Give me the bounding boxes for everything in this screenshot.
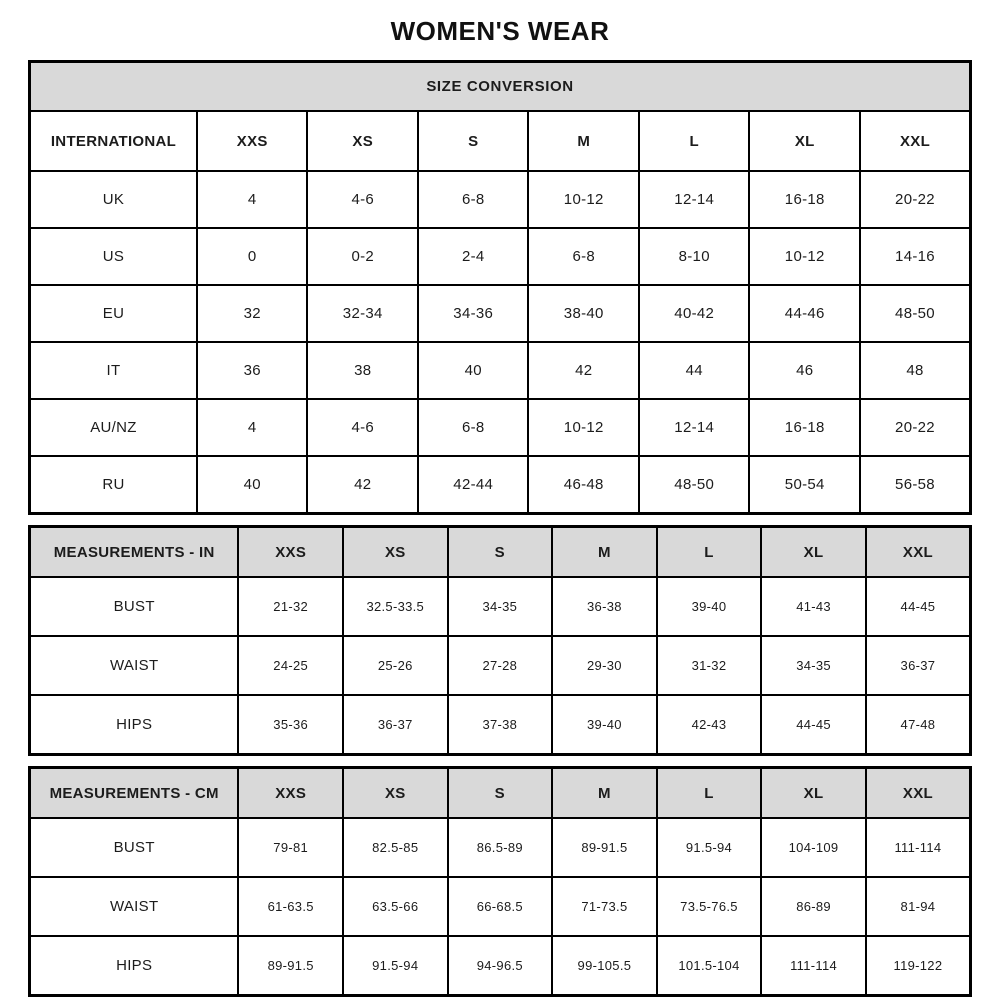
row-label: EU (30, 285, 197, 342)
column-header: XXS (197, 111, 308, 171)
value-cell: 34-35 (448, 577, 553, 636)
value-cell: 111-114 (866, 818, 971, 877)
table-row (30, 228, 971, 285)
value-cell: 86-89 (761, 877, 866, 936)
column-header: XS (307, 111, 418, 171)
value-cell: 6-8 (418, 171, 529, 228)
value-cell: 89-91.5 (238, 936, 343, 996)
column-header: XXL (866, 527, 971, 578)
value-cell: 27-28 (448, 636, 553, 695)
table-row (30, 877, 971, 936)
value-cell: 20-22 (860, 399, 971, 456)
value-cell: 46-48 (528, 456, 639, 514)
value-cell: 32-34 (307, 285, 418, 342)
column-header: L (639, 111, 750, 171)
column-header-row (30, 768, 971, 819)
value-cell: 111-114 (761, 936, 866, 996)
value-cell: 44-45 (761, 695, 866, 755)
table-row (30, 285, 971, 342)
value-cell: 42-44 (418, 456, 529, 514)
table-row (30, 577, 971, 636)
column-header: M (528, 111, 639, 171)
value-cell: 34-35 (761, 636, 866, 695)
value-cell: 0 (197, 228, 308, 285)
column-header: MEASUREMENTS - CM (30, 768, 239, 819)
value-cell: 4-6 (307, 171, 418, 228)
value-cell: 104-109 (761, 818, 866, 877)
column-header: MEASUREMENTS - IN (30, 527, 239, 578)
value-cell: 39-40 (657, 577, 762, 636)
value-cell: 24-25 (238, 636, 343, 695)
column-header: XXS (238, 527, 343, 578)
value-cell: 31-32 (657, 636, 762, 695)
value-cell: 12-14 (639, 399, 750, 456)
value-cell: 10-12 (528, 399, 639, 456)
value-cell: 40 (197, 456, 308, 514)
column-header: S (418, 111, 529, 171)
value-cell: 66-68.5 (448, 877, 553, 936)
value-cell: 40-42 (639, 285, 750, 342)
value-cell: 38-40 (528, 285, 639, 342)
value-cell: 0-2 (307, 228, 418, 285)
value-cell: 38 (307, 342, 418, 399)
value-cell: 6-8 (418, 399, 529, 456)
value-cell: 10-12 (528, 171, 639, 228)
value-cell: 36-37 (866, 636, 971, 695)
value-cell: 71-73.5 (552, 877, 657, 936)
value-cell: 86.5-89 (448, 818, 553, 877)
value-cell: 14-16 (860, 228, 971, 285)
value-cell: 16-18 (749, 399, 860, 456)
value-cell: 79-81 (238, 818, 343, 877)
table-row (30, 399, 971, 456)
value-cell: 32 (197, 285, 308, 342)
table-row (30, 936, 971, 996)
value-cell: 16-18 (749, 171, 860, 228)
value-cell: 48-50 (639, 456, 750, 514)
value-cell: 61-63.5 (238, 877, 343, 936)
value-cell: 42-43 (657, 695, 762, 755)
column-header: S (448, 527, 553, 578)
value-cell: 63.5-66 (343, 877, 448, 936)
value-cell: 8-10 (639, 228, 750, 285)
value-cell: 73.5-76.5 (657, 877, 762, 936)
value-cell: 94-96.5 (448, 936, 553, 996)
column-header-row (30, 527, 971, 578)
value-cell: 56-58 (860, 456, 971, 514)
value-cell: 89-91.5 (552, 818, 657, 877)
value-cell: 119-122 (866, 936, 971, 996)
size-conversion-table (28, 60, 972, 515)
row-label: IT (30, 342, 197, 399)
column-header: S (448, 768, 553, 819)
table-row (30, 342, 971, 399)
value-cell: 101.5-104 (657, 936, 762, 996)
value-cell: 10-12 (749, 228, 860, 285)
value-cell: 91.5-94 (343, 936, 448, 996)
value-cell: 36-38 (552, 577, 657, 636)
column-header: XL (749, 111, 860, 171)
table-banner-row (30, 62, 971, 112)
value-cell: 34-36 (418, 285, 529, 342)
value-cell: 21-32 (238, 577, 343, 636)
value-cell: 46 (749, 342, 860, 399)
value-cell: 81-94 (866, 877, 971, 936)
column-header: XXS (238, 768, 343, 819)
value-cell: 39-40 (552, 695, 657, 755)
column-header: XS (343, 527, 448, 578)
table-banner: SIZE CONVERSION (30, 62, 971, 112)
row-label: HIPS (30, 695, 239, 755)
table-row (30, 818, 971, 877)
value-cell: 42 (307, 456, 418, 514)
value-cell: 48 (860, 342, 971, 399)
value-cell: 44-45 (866, 577, 971, 636)
value-cell: 44-46 (749, 285, 860, 342)
measurements-in-table (28, 525, 972, 756)
column-header: L (657, 768, 762, 819)
value-cell: 42 (528, 342, 639, 399)
value-cell: 4 (197, 171, 308, 228)
row-label: WAIST (30, 877, 239, 936)
column-header: M (552, 527, 657, 578)
value-cell: 6-8 (528, 228, 639, 285)
value-cell: 47-48 (866, 695, 971, 755)
column-header: XS (343, 768, 448, 819)
row-label: UK (30, 171, 197, 228)
value-cell: 44 (639, 342, 750, 399)
value-cell: 41-43 (761, 577, 866, 636)
value-cell: 37-38 (448, 695, 553, 755)
value-cell: 12-14 (639, 171, 750, 228)
column-header: L (657, 527, 762, 578)
value-cell: 99-105.5 (552, 936, 657, 996)
value-cell: 25-26 (343, 636, 448, 695)
table-row (30, 456, 971, 514)
value-cell: 36-37 (343, 695, 448, 755)
table-row (30, 695, 971, 755)
row-label: AU/NZ (30, 399, 197, 456)
value-cell: 2-4 (418, 228, 529, 285)
row-label: HIPS (30, 936, 239, 996)
column-header: XXL (866, 768, 971, 819)
value-cell: 91.5-94 (657, 818, 762, 877)
row-label: WAIST (30, 636, 239, 695)
value-cell: 4-6 (307, 399, 418, 456)
value-cell: 48-50 (860, 285, 971, 342)
value-cell: 82.5-85 (343, 818, 448, 877)
row-label: BUST (30, 818, 239, 877)
value-cell: 40 (418, 342, 529, 399)
value-cell: 50-54 (749, 456, 860, 514)
row-label: BUST (30, 577, 239, 636)
value-cell: 36 (197, 342, 308, 399)
column-header: XL (761, 768, 866, 819)
measurements-cm-table (28, 766, 972, 997)
value-cell: 4 (197, 399, 308, 456)
column-header: M (552, 768, 657, 819)
table-row (30, 171, 971, 228)
column-header: XL (761, 527, 866, 578)
page-title: WOMEN'S WEAR (390, 16, 610, 46)
table-row (30, 636, 971, 695)
value-cell: 35-36 (238, 695, 343, 755)
column-header: INTERNATIONAL (30, 111, 197, 171)
column-header: XXL (860, 111, 971, 171)
value-cell: 29-30 (552, 636, 657, 695)
value-cell: 32.5-33.5 (343, 577, 448, 636)
column-header-row (30, 111, 971, 171)
row-label: US (30, 228, 197, 285)
row-label: RU (30, 456, 197, 514)
value-cell: 20-22 (860, 171, 971, 228)
